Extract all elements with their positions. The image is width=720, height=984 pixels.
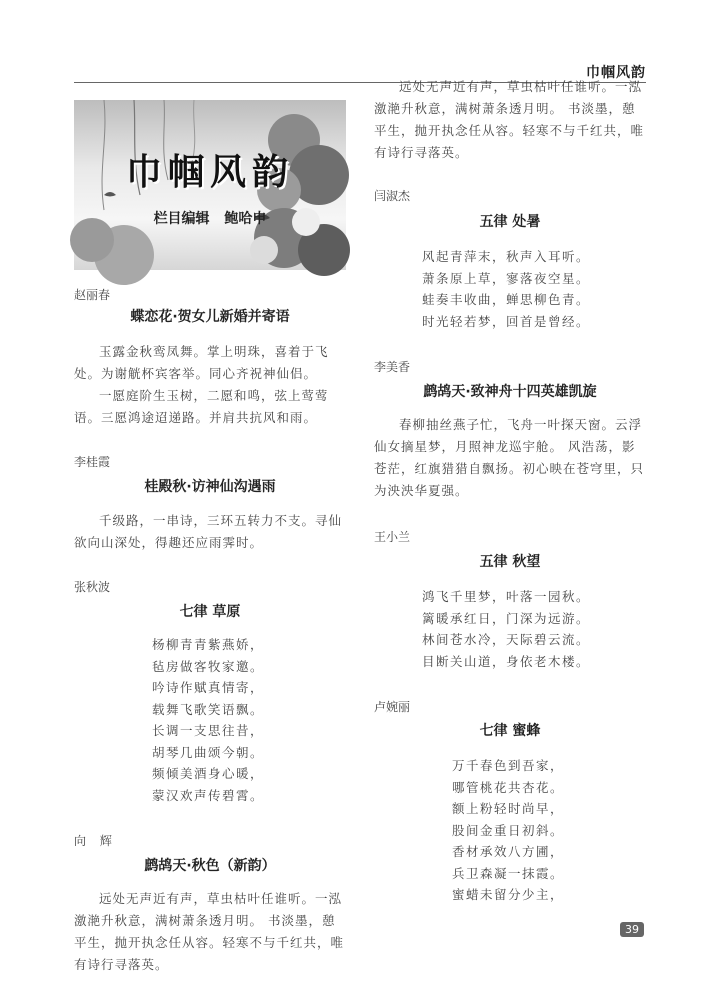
poem-author: 李美香 [374, 360, 411, 374]
verse-line: 目断关山道，身依老木楼。 [422, 653, 591, 669]
poem-author: 赵丽春 [74, 288, 111, 302]
poem-title: 蝶恋花·贺女儿新婚并寄语 [130, 309, 290, 325]
page-number: 39 [620, 922, 644, 937]
poem-body-part1 [74, 888, 346, 972]
column-title: 巾帼风韵 [586, 65, 646, 81]
verse-line: 蛙奏丰收曲，蝉思柳色青。 [422, 292, 591, 307]
poem-author: 向 辉 [74, 834, 112, 848]
verse-line: 香材承效八方圃， [452, 844, 565, 859]
verse-line: 林间苍水冷，天际碧云流。 [422, 632, 591, 647]
poem-paragraph: 远处无声近有声，草虫枯叶任谁听。一泓激滟升秋意，满树萧条透月明。 书淡墨，憩平生，抛开执念任从容。轻寒不与千红共，唯有诗行寻落英。 [74, 891, 345, 972]
poem-paragraph: 玉露金秋鸾凤舞。掌上明珠，喜着于飞处。为谢觥杯宾客举。同心齐祝神仙侣。 [74, 344, 329, 381]
poem-body-part2 [374, 79, 646, 164]
poem-author: 李桂霞 [74, 455, 111, 469]
verse-line: 杨柳青青紫燕娇， [152, 637, 265, 652]
verse-line: 哪管桃花共杏花。 [452, 779, 565, 795]
poem-author: 张秋波 [74, 580, 111, 594]
poem-body [74, 510, 346, 554]
poem-verse [452, 755, 564, 906]
poem-paragraph-continued: 远处无声近有声，草虫枯叶任谁听。一泓激滟升秋意，满树萧条透月明。 书淡墨，憩平生，抛开执念任从容。轻寒不与千红共，唯有诗行寻落英。 [374, 79, 645, 160]
poem-verse [422, 246, 590, 332]
poem-author: 闫淑杰 [374, 189, 411, 203]
poem-title: 五律 秋望 [479, 554, 541, 570]
poem-author: 卢婉丽 [374, 700, 411, 714]
poem-paragraph: 一愿庭阶生玉树，二愿和鸣，弦上莺莺语。三愿鸿途迢递路。并肩共抗风和雨。 [74, 388, 329, 425]
banner-title: 巾帼风韵 [125, 152, 294, 193]
verse-line: 风起青萍末，秋声入耳听。 [422, 249, 591, 264]
verse-line: 载舞飞歌笑语飘。 [152, 701, 265, 717]
poem-title: 鹧鸪天·秋色（新韵） [144, 858, 276, 874]
poem-paragraph: 春柳抽丝燕子忙，飞舟一叶探天窗。云浮仙女摘星梦，月照神龙巡宇舱。 风浩荡，影苍茫，红旗猎猎自飘扬。初心映在苍穹里，只为泱泱华夏强。 [374, 417, 645, 498]
verse-line: 时光轻若梦，回首是曾经。 [422, 313, 591, 329]
poem-verse [152, 634, 264, 806]
poem-body [74, 341, 346, 429]
poem-paragraph: 千级路，一串诗，三环五转力不支。寻仙欲向山深处，得趣还应雨霁时。 [74, 513, 343, 550]
column-banner [74, 100, 346, 270]
verse-line: 吟诗作赋真情寄， [152, 680, 265, 695]
poem-verse [422, 586, 590, 672]
poem-body [374, 414, 646, 502]
poem-title: 鹧鸪天·致神舟十四英雄凯旋 [423, 384, 597, 400]
verse-line: 篱暖承红日，门深为远游。 [422, 610, 591, 626]
verse-line: 萧条原上草，寥落夜空星。 [422, 270, 591, 286]
verse-line: 蜜蜡未留分少主， [452, 887, 565, 902]
verse-line: 万千春色到吾家， [452, 758, 565, 773]
verse-line: 毡房做客牧家邀。 [152, 658, 265, 674]
verse-line: 兵卫森凝一抹霞。 [452, 865, 565, 881]
verse-line: 蒙汉欢声传碧霄。 [152, 787, 265, 803]
verse-line: 频倾美酒身心暖， [152, 766, 265, 781]
poem-author: 王小兰 [374, 530, 411, 544]
banner-editor: 栏目编辑 鲍哈申 [153, 211, 267, 227]
verse-line: 额上粉轻时尚早， [452, 801, 565, 816]
poem-title: 五律 处暑 [479, 214, 541, 230]
verse-line: 长调一支思往昔， [152, 723, 265, 738]
verse-line: 鸿飞千里梦，叶落一园秋。 [422, 589, 591, 604]
verse-line: 股间金重日初斜。 [452, 822, 565, 838]
poem-title: 七律 蜜蜂 [479, 723, 541, 739]
poem-title: 桂殿秋·访神仙沟遇雨 [144, 479, 276, 495]
poem-title: 七律 草原 [179, 604, 241, 620]
verse-line: 胡琴几曲颂今朝。 [152, 744, 265, 760]
